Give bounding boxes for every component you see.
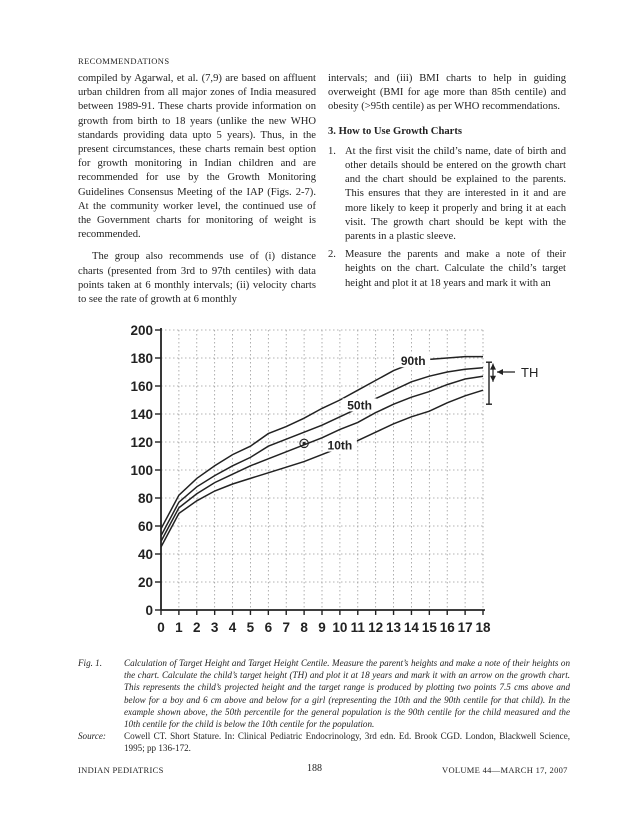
x-tick-label: 7 [282, 620, 290, 635]
running-head: RECOMMENDATIONS [78, 56, 170, 66]
source-text: Cowell CT. Short Stature. In: Clinical Pediatric Endocrinology, 3rd edn. Ed. Brook CGD. London, Blackwell Science, 1995; pp 136-172. [124, 731, 570, 754]
x-tick-label: 0 [157, 620, 165, 635]
target-height-arrowhead-down [490, 376, 496, 382]
figure-label: Fig. 1. [78, 658, 102, 668]
y-tick-label: 120 [130, 435, 153, 450]
y-tick-label: 80 [137, 491, 153, 506]
x-tick-label: 10 [332, 620, 348, 635]
step-number: 2. [328, 249, 336, 261]
caption-row [78, 657, 570, 730]
y-tick-label: 0 [145, 603, 153, 618]
growth-chart [118, 318, 548, 640]
x-tick-label: 15 [421, 620, 437, 635]
y-tick-label: 100 [130, 463, 153, 478]
x-tick-label: 17 [457, 620, 473, 635]
centile-label: 50th [347, 398, 372, 413]
step-text: Measure the parents and make a note of their heights on the chart. Calculate the child’s target height and plot it at 18 years and mark it with an [345, 249, 566, 289]
y-tick-label: 160 [130, 379, 153, 394]
left-paragraph-1: compiled by Agarwal, et al. (7,9) are based on affluent urban children from all major zones of India measured between 1989-91. These charts provide information on growth from birth to 18 years (unlike the new WHO standards providing data upto 5 years). Thus, in the present circumstances, these charts remain best option for growth monitoring in Indian children and are recommended for use by the Growth Monitoring Guidelines Consensus Meeting of the IAP (Figs. 2-7). At the community worker level, the continued use of the Government charts for monitoring of weight is recommended. [78, 73, 316, 241]
centile-label: 90th [400, 354, 426, 369]
x-tick-label: 11 [350, 620, 365, 635]
source-row [78, 730, 570, 754]
y-tick-label: 20 [137, 575, 153, 590]
x-tick-label: 4 [228, 620, 237, 635]
x-tick-label: 2 [193, 620, 201, 635]
y-tick-label: 60 [137, 519, 153, 534]
x-tick-label: 8 [300, 620, 308, 635]
step-number: 1. [328, 145, 336, 157]
x-tick-label: 12 [368, 620, 384, 635]
source-label: Source: [78, 731, 106, 742]
x-tick-label: 1 [175, 620, 183, 635]
x-tick-label: 6 [264, 620, 273, 635]
x-tick-label: 9 [318, 620, 326, 635]
y-tick-label: 40 [137, 547, 153, 562]
centile-label: 10th [327, 438, 353, 453]
footer-journal: INDIAN PEDIATRICS [78, 765, 164, 775]
x-tick-label: 16 [439, 620, 455, 635]
step-item [328, 145, 566, 244]
target-height-label: TH [521, 365, 539, 380]
right-column [328, 72, 566, 295]
y-tick-label: 180 [130, 351, 153, 366]
x-tick-label: 5 [246, 620, 255, 635]
steps-list [328, 145, 566, 291]
x-tick-label: 14 [403, 620, 419, 635]
figure-caption [78, 657, 570, 755]
step-item [328, 248, 566, 291]
footer-page-number: 188 [307, 763, 322, 774]
figure-caption-text: Calculation of Target Height and Target Height Centile. Measure the parent’s heights and make a note of their heights on the chart. Calculate the child’s target height (TH) and plot it at 18 years and mark it with an arrow on the growth chart. This represents the child’s projected height and the target range is produced by plotting two points 7.5 cms above and below for a boy and 6 cm above and below for a girl (representing the 10th and the 90th centile for that child). In the example shown above, the 50th percentile for the general population is the 90th centile for the child measured and the 10th centile for the child is below the 10th centile for the population. [124, 658, 570, 730]
left-paragraph-2: The group also recommends use of (i) distance charts (presented from 3rd to 97th centiles) with data points taken at 6 monthly intervals; (ii) velocity charts to see the rate of growth at 6 monthly [78, 251, 316, 306]
x-tick-label: 3 [210, 620, 219, 635]
target-height-arrowhead-up [490, 364, 496, 370]
y-tick-label: 200 [130, 323, 153, 338]
y-tick-label: 140 [130, 407, 153, 422]
x-tick-label: 13 [386, 620, 402, 635]
right-paragraph-1: intervals; and (iii) BMI charts to help in guiding overweight (BMI for age more than 85th centile) and obesity (>95th centile) as per WHO recommendations. [328, 73, 566, 113]
left-column [78, 72, 316, 315]
target-height-pointer-head [497, 369, 503, 375]
x-tick-label: 18 [475, 620, 491, 635]
child-point-marker-center [303, 442, 306, 445]
step-text: At the first visit the child’s name, date of birth and other details should be entered on the growth chart and the chart should be explained to the parents. This ensures that they are interested in it and are more likely to keep it properly and bring it at each visit. The growth chart should be kept with the parents in a plastic sleeve. [345, 145, 566, 243]
section-heading: 3. How to Use Growth Charts [328, 125, 462, 137]
footer-volume: VOLUME 44—MARCH 17, 2007 [442, 765, 568, 775]
